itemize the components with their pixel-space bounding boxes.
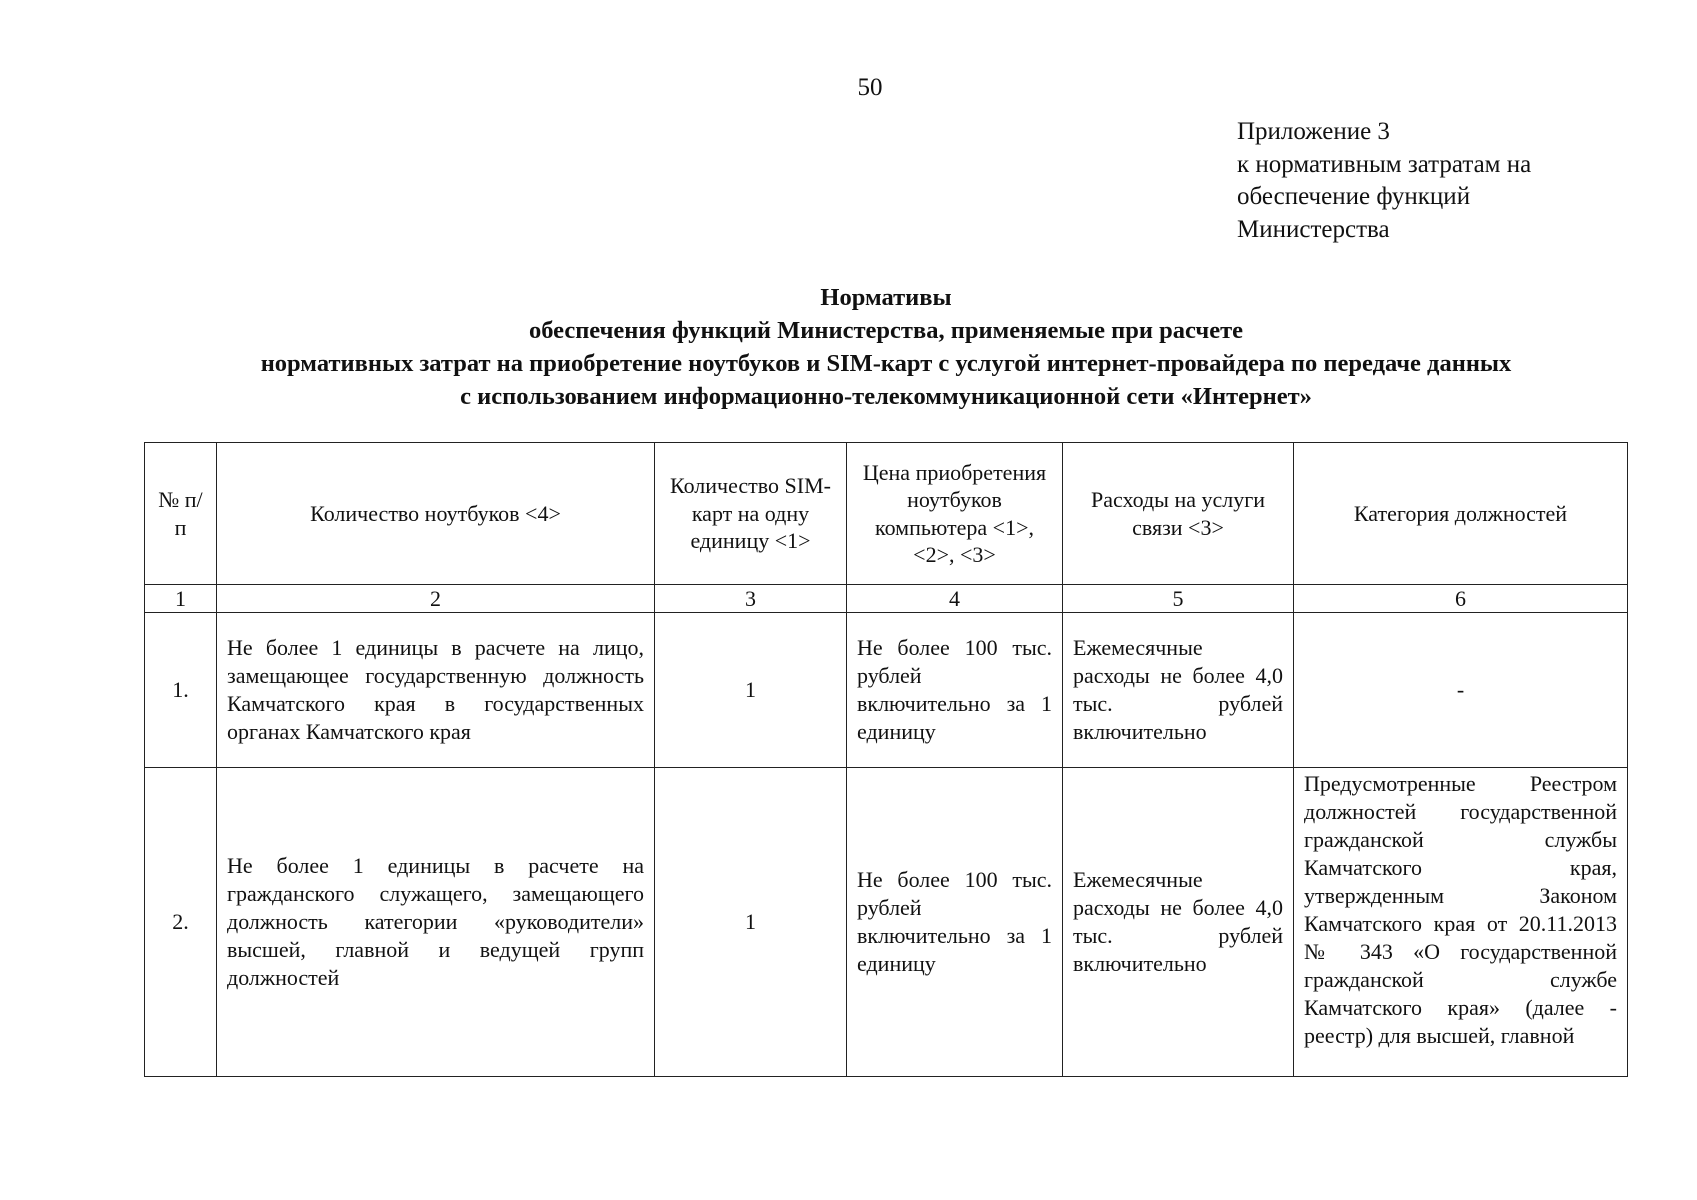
- header-laptops: Количество ноутбуков <4>: [217, 443, 655, 585]
- cell-laptops: Не более 1 единицы в расчете на лицо, замещающее государственную должность Камчатского края в государственных органах Камчатского края: [217, 613, 655, 768]
- cell-laptops: Не более 1 единицы в расчете на гражданского служащего, замещающего должность категории «руководители» высшей, главной и ведущей групп должностей: [217, 768, 655, 1077]
- annex-line: Министерства: [1237, 215, 1390, 243]
- table-header-row: [145, 443, 1628, 585]
- header-category: Категория должностей: [1294, 443, 1628, 585]
- header-price: Цена приобретения ноутбуков компьютера <1>, <2>, <3>: [847, 443, 1063, 585]
- cell-price: Не более 100 тыс. рублей включительно за 1 единицу: [847, 613, 1063, 768]
- norms-table: [144, 442, 1628, 1077]
- cell-comm: Ежемесячные расходы не более 4,0 тыс. рублей включительно: [1063, 613, 1294, 768]
- cell-num: 1.: [145, 613, 217, 768]
- column-number: 6: [1294, 585, 1628, 613]
- title-line: с использованием информационно-телекоммуникационной сети «Интернет»: [460, 383, 1312, 410]
- annex-line: к нормативным затратам на: [1237, 150, 1532, 178]
- page-number: 50: [857, 74, 883, 101]
- annex-line: Приложение 3: [1237, 118, 1390, 145]
- title-line: Нормативы: [820, 284, 952, 311]
- column-number: 5: [1063, 585, 1294, 613]
- header-comm: Расходы на услуги связи <3>: [1063, 443, 1294, 585]
- cell-sim: 1: [655, 613, 847, 768]
- cell-sim: 1: [655, 768, 847, 1077]
- cell-comm: Ежемесячные расходы не более 4,0 тыс. рублей включительно: [1063, 768, 1294, 1077]
- category-text: Предусмотренные Реестром должностей государственной гражданской службы Камчатского края, утвержденным Законом Камчатского края от 20.11.2013 № 343 «О государственной гражданской службе Камчатского края» (далее - реестр) для высшей, главной: [1304, 771, 1617, 1048]
- title-line: обеспечения функций Министерства, применяемые при расчете: [528, 317, 1244, 344]
- header-num: № п/п: [145, 443, 217, 585]
- table-row: [145, 613, 1628, 768]
- annex-reference: [1237, 116, 1531, 246]
- header-sim: Количество SIM-карт на одну единицу <1>: [655, 443, 847, 585]
- column-number: 3: [655, 585, 847, 613]
- column-number: 2: [217, 585, 655, 613]
- column-number: 1: [145, 585, 217, 613]
- column-number: 4: [847, 585, 1063, 613]
- column-number-row: [145, 585, 1628, 613]
- table-row: [145, 768, 1628, 1077]
- cell-num: 2.: [145, 768, 217, 1077]
- annex-line: обеспечение функций: [1237, 183, 1471, 210]
- cell-price: Не более 100 тыс. рублей включительно за 1 единицу: [847, 768, 1063, 1077]
- document-title: [0, 281, 1697, 413]
- cell-category: -: [1294, 613, 1628, 768]
- cell-category: [1294, 768, 1628, 1077]
- title-line: нормативных затрат на приобретение ноутбуков и SIM-карт с услугой интернет-провайдера по передаче данных: [260, 350, 1512, 377]
